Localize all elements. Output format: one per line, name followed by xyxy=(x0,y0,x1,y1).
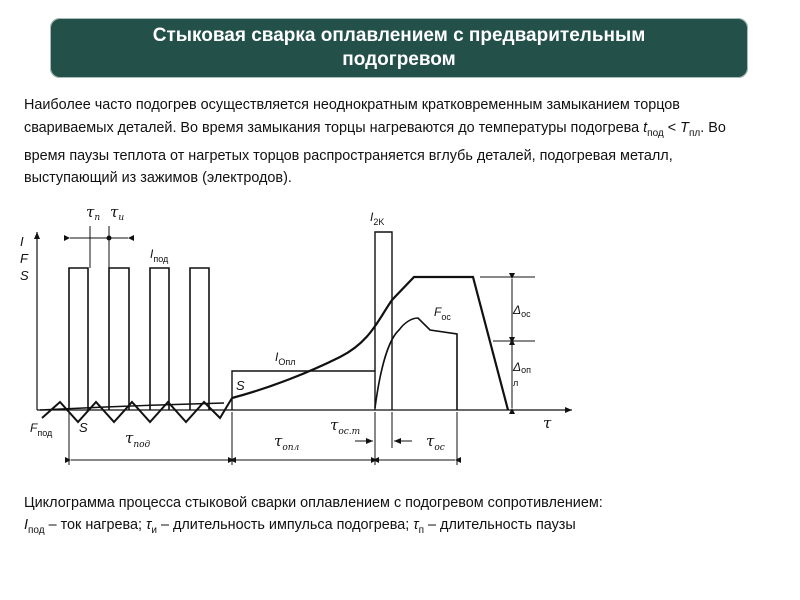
preheat-pulse-4 xyxy=(190,268,209,410)
tau-dot xyxy=(107,236,112,241)
intro-text-2: . Во время паузы теплота от нагретых торцов распространяется вглубь деталей, подогревая металл, выступающий из зажимов (электродов). xyxy=(24,119,726,187)
y-axis-label-S: S xyxy=(20,268,29,283)
s-low-label: S xyxy=(79,420,88,435)
y-axis-label-F: F xyxy=(20,251,28,266)
delta-os-label: $\Delta_{ос}$ xyxy=(513,303,531,319)
tau-opl-label: $\tau_{опл}$ xyxy=(274,432,300,453)
intro-text-1: Наиболее часто подогрев осуществляется неоднократным кратковременным замыканием торцов свариваемых деталей. Во время замыкания торцы нагреваются до температуры подогрева xyxy=(24,97,680,136)
tau-os-t-label: $\tau_{ос.т}$ xyxy=(330,416,361,437)
caption-tau-i-desc: – длительность импульса подогрева; xyxy=(157,517,414,533)
s-mid-label: S xyxy=(236,378,245,393)
y-axis-label-I: I xyxy=(20,234,24,249)
title-line-1: Стыковая сварка оплавлением с предварительным xyxy=(152,25,646,46)
caption-tau-p-sub: п xyxy=(418,524,425,536)
caption-tau-i-sub: и xyxy=(151,524,157,536)
delta-opl-label-tail: л xyxy=(513,378,519,388)
tau-i-label: $\tau_и$ xyxy=(110,203,125,223)
caption-I-desc: – ток нагрева; xyxy=(44,517,147,533)
caption-tau-i-symbol: τ xyxy=(146,517,152,533)
caption-I-symbol: I xyxy=(24,517,28,533)
tau-p-label: $\tau_п$ xyxy=(86,203,101,223)
x-axis-label: τ xyxy=(543,414,552,432)
delta-opl-label: Δоп xyxy=(513,360,531,375)
caption-tau-p-desc: – длительность паузы xyxy=(424,517,576,533)
preheat-pulse-1 xyxy=(69,268,88,410)
displacement-curve xyxy=(232,277,508,410)
caption-line-1: Циклограмма процесса стыковой сварки оплавлением с подогревом сопротивлением: xyxy=(24,495,603,511)
diagram-caption xyxy=(24,492,784,542)
intro-T-sub: пл xyxy=(688,127,701,139)
caption-I-sub: под xyxy=(28,524,45,536)
intro-t-symbol: t xyxy=(643,119,648,136)
f-os-label: $F_{ос}$ xyxy=(434,305,451,322)
tau-os-label: $\tau_{ос}$ xyxy=(426,432,445,453)
caption-tau-p-symbol: τ xyxy=(413,517,419,533)
i-pod-label: $I_{под}$ xyxy=(150,247,169,264)
tau-pod-label: $\tau_{под}$ xyxy=(125,429,151,450)
force-curve xyxy=(375,318,457,410)
flashing-current-line xyxy=(232,371,375,410)
intro-t-sub: под xyxy=(647,127,664,139)
preheat-pulse-3 xyxy=(150,268,169,410)
i-2k-label: $I_{2K}$ xyxy=(370,210,385,227)
f-pod-label: $F_{под}$ xyxy=(30,421,53,438)
intro-less-than: < xyxy=(663,119,681,136)
preheat-pulse-2 xyxy=(109,268,129,410)
title-line-2: подогревом xyxy=(342,49,456,70)
i-opl-label: $I_{Опл}$ xyxy=(275,350,296,367)
intro-T-symbol: T xyxy=(680,119,689,136)
